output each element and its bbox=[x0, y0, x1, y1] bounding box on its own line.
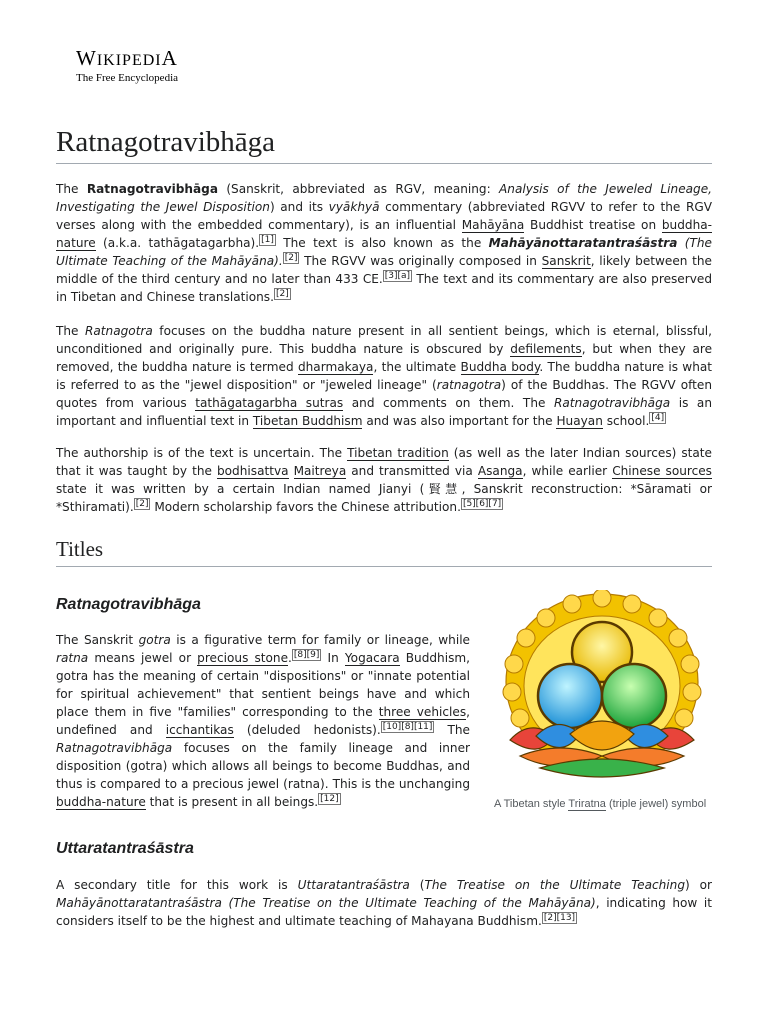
figure-caption bbox=[494, 796, 712, 812]
text: (Sanskrit, abbreviated as RGV, meaning: bbox=[218, 182, 499, 196]
logo-letters-mid: IKIPEDI bbox=[96, 52, 162, 69]
text: The authorship is of the text is uncertain. The bbox=[56, 446, 348, 460]
subsection-heading-uttaratantrasastra: Uttaratantraśāstra bbox=[56, 840, 194, 857]
italic-term: Mahāyānottaratantraśāstra (The Treatise on the Ultimate Teaching of the Mahāyāna) bbox=[56, 896, 596, 910]
italic-term: Ratnagotravibhāga bbox=[56, 741, 173, 755]
link-dharmakaya[interactable]: dharmakaya bbox=[297, 360, 374, 374]
text: , undefined and bbox=[56, 705, 470, 737]
link-three-vehicles[interactable]: three vehicles bbox=[378, 705, 467, 719]
link-tibetan-tradition[interactable]: Tibetan tradition bbox=[347, 446, 449, 460]
link-tathagatagarbha-sutras[interactable]: tathāgatagarbha sutras bbox=[195, 396, 344, 410]
text: , but when they are removed, the buddha nature is termed bbox=[56, 342, 713, 374]
text: means jewel or bbox=[88, 651, 198, 665]
ref-label[interactable]: [3][a] bbox=[384, 270, 411, 281]
text: is a figurative term for family or lineage, while bbox=[170, 633, 471, 647]
italic-term: ratnagotra bbox=[436, 378, 502, 392]
link-buddha-body[interactable]: Buddha body bbox=[460, 360, 540, 374]
text: Buddhism, gotra has the meaning of certain "dispositions" or "innate potential for spiritual achievement" that sentient beings have and which place them in five "families" corresponding to the bbox=[56, 651, 470, 719]
link-precious-stone[interactable]: precious stone bbox=[197, 651, 289, 665]
text: focuses on the buddha nature present in all sentient beings, which is eternal, blissful, unconditioned and originally pure. This buddha nature is obscured by bbox=[56, 324, 712, 356]
citation-ref[interactable] bbox=[259, 234, 276, 246]
citation-ref[interactable] bbox=[383, 270, 412, 282]
intro-paragraph-3 bbox=[56, 444, 712, 516]
link-defilements[interactable]: defilements bbox=[510, 342, 582, 356]
link-sanskrit[interactable]: Sanskrit bbox=[541, 254, 591, 268]
intro-paragraph-2 bbox=[56, 322, 712, 430]
text: school. bbox=[602, 414, 650, 428]
text: focuses on the family lineage and inner disposition (gotra) which allows all beings to become Buddhas, and thus is compared to a precious jewel (ratna). This is the unchanging bbox=[56, 741, 470, 791]
text: The text and its commentary are also preserved in Tibetan and Chinese translations. bbox=[56, 272, 712, 304]
page-title: Ratnagotravibhāga bbox=[56, 124, 712, 164]
ref-label[interactable]: [2] bbox=[284, 252, 298, 263]
italic-term: vyākhyā bbox=[328, 200, 380, 214]
ref-label[interactable]: [2][13] bbox=[543, 912, 576, 923]
ref-label[interactable]: [2] bbox=[275, 288, 289, 299]
italic-term: gotra bbox=[138, 633, 171, 647]
italic-term: (The Ultimate Teaching of the Mahāyāna). bbox=[56, 236, 712, 268]
text: (a.k.a. tathāgatagarbha). bbox=[95, 236, 260, 250]
link-mahayana[interactable]: Mahāyāna bbox=[461, 218, 525, 232]
wikipedia-logo[interactable] bbox=[76, 48, 178, 84]
text bbox=[289, 464, 294, 478]
text: ) and its bbox=[269, 200, 329, 214]
text: and was also important for the bbox=[362, 414, 557, 428]
citation-ref[interactable] bbox=[542, 912, 577, 924]
text: (as well as the later Indian sources) state that it was taught by the bbox=[56, 446, 712, 478]
link-chinese-sources[interactable]: Chinese sources bbox=[612, 464, 712, 478]
wikipedia-wordmark[interactable] bbox=[76, 48, 178, 69]
triratna-figure bbox=[494, 590, 712, 812]
text: that is present in all beings. bbox=[145, 795, 319, 809]
text: ( bbox=[409, 878, 425, 892]
citation-ref[interactable] bbox=[283, 252, 300, 264]
text: The bbox=[56, 182, 87, 196]
bold-term: Mahāyānottaratantraśāstra bbox=[488, 236, 678, 250]
logo-letter-a: A bbox=[161, 46, 178, 70]
text bbox=[677, 236, 684, 250]
text: is an important and influential text in bbox=[56, 396, 712, 428]
italic-term: Ratnagotravibhāga bbox=[553, 396, 671, 410]
text: . The buddha nature is what is referred to as the "jewel disposition" or "jeweled lineage" ( bbox=[56, 360, 713, 392]
text: . bbox=[288, 651, 292, 665]
intro-paragraph-1 bbox=[56, 180, 712, 306]
citation-ref[interactable] bbox=[461, 498, 503, 510]
logo-letter-w: W bbox=[76, 46, 97, 70]
link-huayan[interactable]: Huayan bbox=[556, 414, 603, 428]
citation-ref[interactable] bbox=[318, 793, 340, 805]
ref-label[interactable]: [4] bbox=[651, 412, 665, 423]
text: ) or bbox=[685, 878, 713, 892]
link-icchantikas[interactable]: icchantikas bbox=[165, 723, 234, 737]
italic-term: Ratnagotra bbox=[84, 324, 153, 338]
link-yogacara[interactable]: Yogacara bbox=[344, 651, 400, 665]
titles-paragraph-1 bbox=[56, 631, 470, 811]
italic-term: Uttaratantraśāstra bbox=[297, 878, 410, 892]
ref-label[interactable]: [5][6][7] bbox=[462, 498, 502, 509]
link-buddha-nature[interactable]: buddha-nature bbox=[56, 218, 713, 250]
text: The Sanskrit bbox=[56, 633, 139, 647]
link-tibetan-buddhism[interactable]: Tibetan Buddhism bbox=[252, 414, 363, 428]
titles-paragraph-2 bbox=[56, 876, 712, 930]
italic-term: ratna bbox=[56, 651, 89, 665]
link-maitreya[interactable]: Maitreya bbox=[293, 464, 347, 478]
section-heading-titles: Titles bbox=[56, 536, 712, 567]
text: ) of the Buddhas. The RGVV often quotes from various bbox=[56, 378, 712, 410]
text: and transmitted via bbox=[346, 464, 478, 478]
text: The text is also known as the bbox=[275, 236, 489, 250]
citation-ref[interactable] bbox=[274, 288, 291, 300]
text: (deluded hedonists). bbox=[233, 723, 381, 737]
text: The bbox=[56, 324, 85, 338]
text: state it was written by a certain Indian named Jianyi (賢慧, Sanskrit reconstruction: *Sāramati or *Sthiramati). bbox=[56, 482, 712, 514]
italic-term: Analysis of the Jeweled Lineage, Investigating the Jewel Disposition bbox=[56, 182, 713, 214]
text: (triple jewel) symbol bbox=[605, 798, 707, 810]
link-buddha-nature-2[interactable]: buddha-nature bbox=[56, 795, 146, 809]
citation-ref[interactable] bbox=[134, 498, 151, 510]
text: commentary (abbreviated RGVV to refer to the RGV verses along with the embedded commentary), is an influential bbox=[56, 200, 713, 232]
citation-ref[interactable] bbox=[381, 721, 435, 733]
text: Buddhist treatise on bbox=[524, 218, 662, 232]
link-bodhisattva[interactable]: bodhisattva bbox=[216, 464, 289, 478]
text: The RGVV was originally composed in bbox=[299, 254, 542, 268]
text: The bbox=[434, 723, 470, 737]
subsection-heading-ratnagotravibhaga: Ratnagotravibhāga bbox=[56, 596, 201, 613]
ref-label[interactable]: [2] bbox=[135, 498, 149, 509]
triratna-jewel-icon[interactable] bbox=[500, 590, 704, 790]
italic-term: The Treatise on the Ultimate Teaching bbox=[424, 878, 686, 892]
link-triratna[interactable]: Triratna bbox=[568, 798, 606, 810]
ref-label[interactable]: [12] bbox=[320, 793, 339, 804]
text: and comments on them. The bbox=[343, 396, 554, 410]
text: , the ultimate bbox=[373, 360, 461, 374]
logo-tagline: The Free Encyclopedia bbox=[76, 72, 179, 84]
text: , likely between the middle of the third century and no later than 433 CE. bbox=[56, 254, 712, 286]
ref-label[interactable]: [1] bbox=[261, 234, 274, 245]
ref-label[interactable]: [8][9] bbox=[293, 649, 320, 660]
ref-label[interactable]: [10][8][11] bbox=[382, 721, 433, 732]
link-asanga[interactable]: Asanga bbox=[477, 464, 523, 478]
text: A Tibetan style bbox=[494, 798, 569, 810]
citation-ref[interactable] bbox=[292, 649, 322, 661]
text: , while earlier bbox=[522, 464, 613, 478]
bold-term: Ratnagotravibhāga bbox=[86, 182, 218, 196]
text: Modern scholarship favors the Chinese attribution. bbox=[150, 500, 461, 514]
text: , indicating how it considers itself to be the highest and ultimate teaching of Mahayana Buddhism. bbox=[56, 896, 713, 928]
text: In bbox=[321, 651, 345, 665]
citation-ref[interactable] bbox=[649, 412, 666, 424]
text: A secondary title for this work is bbox=[56, 878, 298, 892]
